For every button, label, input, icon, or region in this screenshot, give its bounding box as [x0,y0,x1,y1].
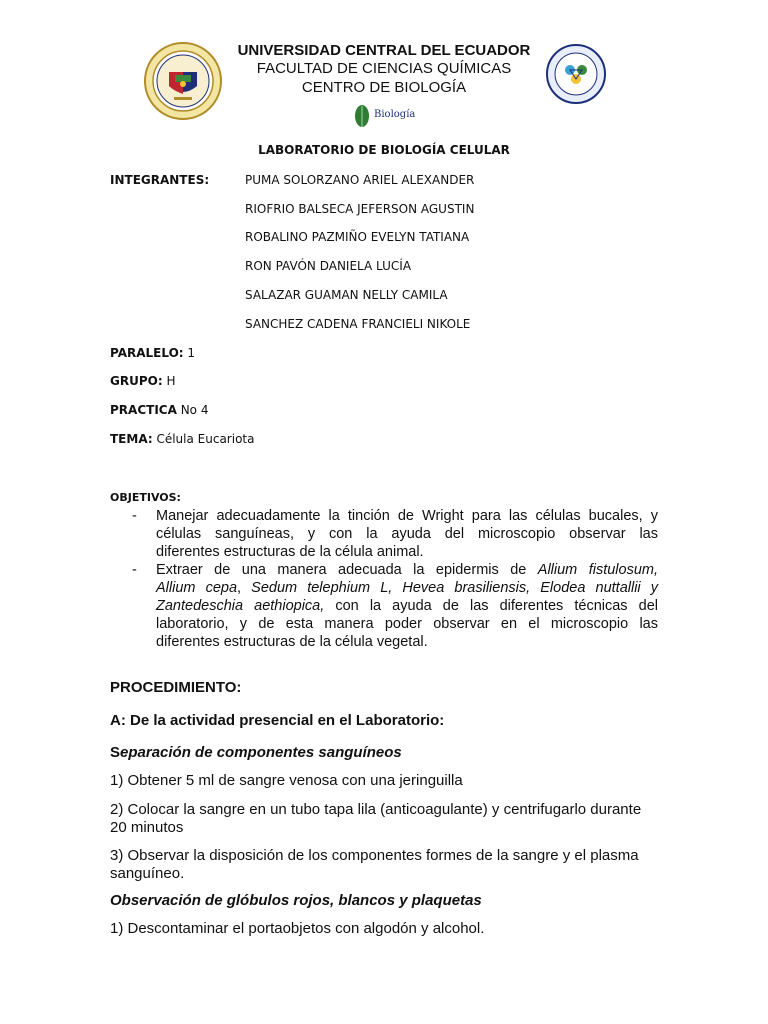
grupo-line [110,374,175,388]
subsection-blood-separation [110,744,402,761]
tema-label: TEMA: [110,432,153,446]
section-a-title: A: De la actividad presencial en el Laboratorio: [110,712,445,729]
species-name: Allium fistulosum, [537,562,659,578]
faculty-seal-icon [546,44,606,104]
member-6: SANCHEZ CADENA FRANCIELI NIKOLE [245,317,471,331]
bullet-dash: - [132,508,137,524]
tema-value: Célula Eucariota [152,432,255,446]
bullet-dash: - [132,562,137,578]
objectives-title: OBJETIVOS: [110,491,181,504]
paralelo-value: 1 [183,346,196,360]
objective-1-line-3: diferentes estructuras de la célula animal. [156,544,424,560]
objective-1-line-2: células sanguíneas, y con la ayuda del microscopio observar las [156,526,658,542]
university-name: UNIVERSIDAD CENTRAL DEL ECUADOR [237,42,531,59]
member-3: ROBALINO PAZMIÑO EVELYN TATIANA [245,230,470,244]
member-1: PUMA SOLORZANO ARIEL ALEXANDER [245,173,475,187]
step-1-3: 3) Observar la disposición de los componentes formes de la sangre y el plasma sanguíneo. [110,847,639,882]
faculty-name: FACULTAD DE CIENCIAS QUÍMICAS [256,60,512,77]
grupo-value: H [162,374,176,388]
subsection-blood-cells: Observación de glóbulos rojos, blancos y plaquetas [110,892,482,909]
objective-2-line-4: laboratorio, y de esta manera poder observar en el microscopio las [156,616,658,632]
procedure-title: PROCEDIMIENTO: [110,679,242,696]
step-1-1: 1) Obtener 5 ml de sangre venosa con una jeringuilla [110,772,463,789]
paralelo-line [110,346,195,360]
objective-2-text: con la ayuda de las diferentes técnicas del [324,598,658,614]
objective-2-line-1 [156,561,658,579]
practica-value: No 4 [176,403,209,417]
center-name: CENTRO DE BIOLOGÍA [301,79,467,96]
separator: , [237,580,252,596]
biologia-logo-text: Biología [374,109,416,120]
members-label: INTEGRANTES: [110,173,210,187]
paralelo-label: PARALELO: [110,346,184,360]
tema-line [110,432,254,446]
subsection-initial: S [110,744,121,761]
species-name: Allium cepa [156,580,238,596]
subsection-rest: eparación de componentes sanguíneos [120,744,402,761]
member-4: RON PAVÓN DANIELA LUCÍA [245,259,412,273]
objective-2-text: Extraer de una manera adecuada la epidermis de [156,562,538,578]
member-2: RIOFRIO BALSECA JEFERSON AGUSTIN [245,202,475,216]
objective-2-line-5: diferentes estructuras de la célula vegetal. [156,634,428,650]
species-names: Sedum telephium L, Hevea brasiliensis, Elodea nuttallii y [251,580,658,596]
step-2-1: 1) Descontaminar el portaobjetos con algodón y alcohol. [110,920,485,937]
objective-1-line-1: Manejar adecuadamente la tinción de Wright para las células bucales, y [156,508,658,524]
lab-title: LABORATORIO DE BIOLOGÍA CELULAR [258,143,510,157]
objective-2-line-2 [156,579,658,597]
species-name: Zantedeschia aethiopica, [156,598,325,614]
objective-2-line-3 [156,597,658,615]
step-1-2: 2) Colocar la sangre en un tubo tapa lila (anticoagulante) y centrifugarlo durante 20 minutos [110,801,642,836]
grupo-label: GRUPO: [110,374,163,388]
practica-label: PRACTICA [110,403,177,417]
practica-line [110,403,208,417]
biologia-logo [352,102,418,130]
member-5: SALAZAR GUAMAN NELLY CAMILA [245,288,448,302]
